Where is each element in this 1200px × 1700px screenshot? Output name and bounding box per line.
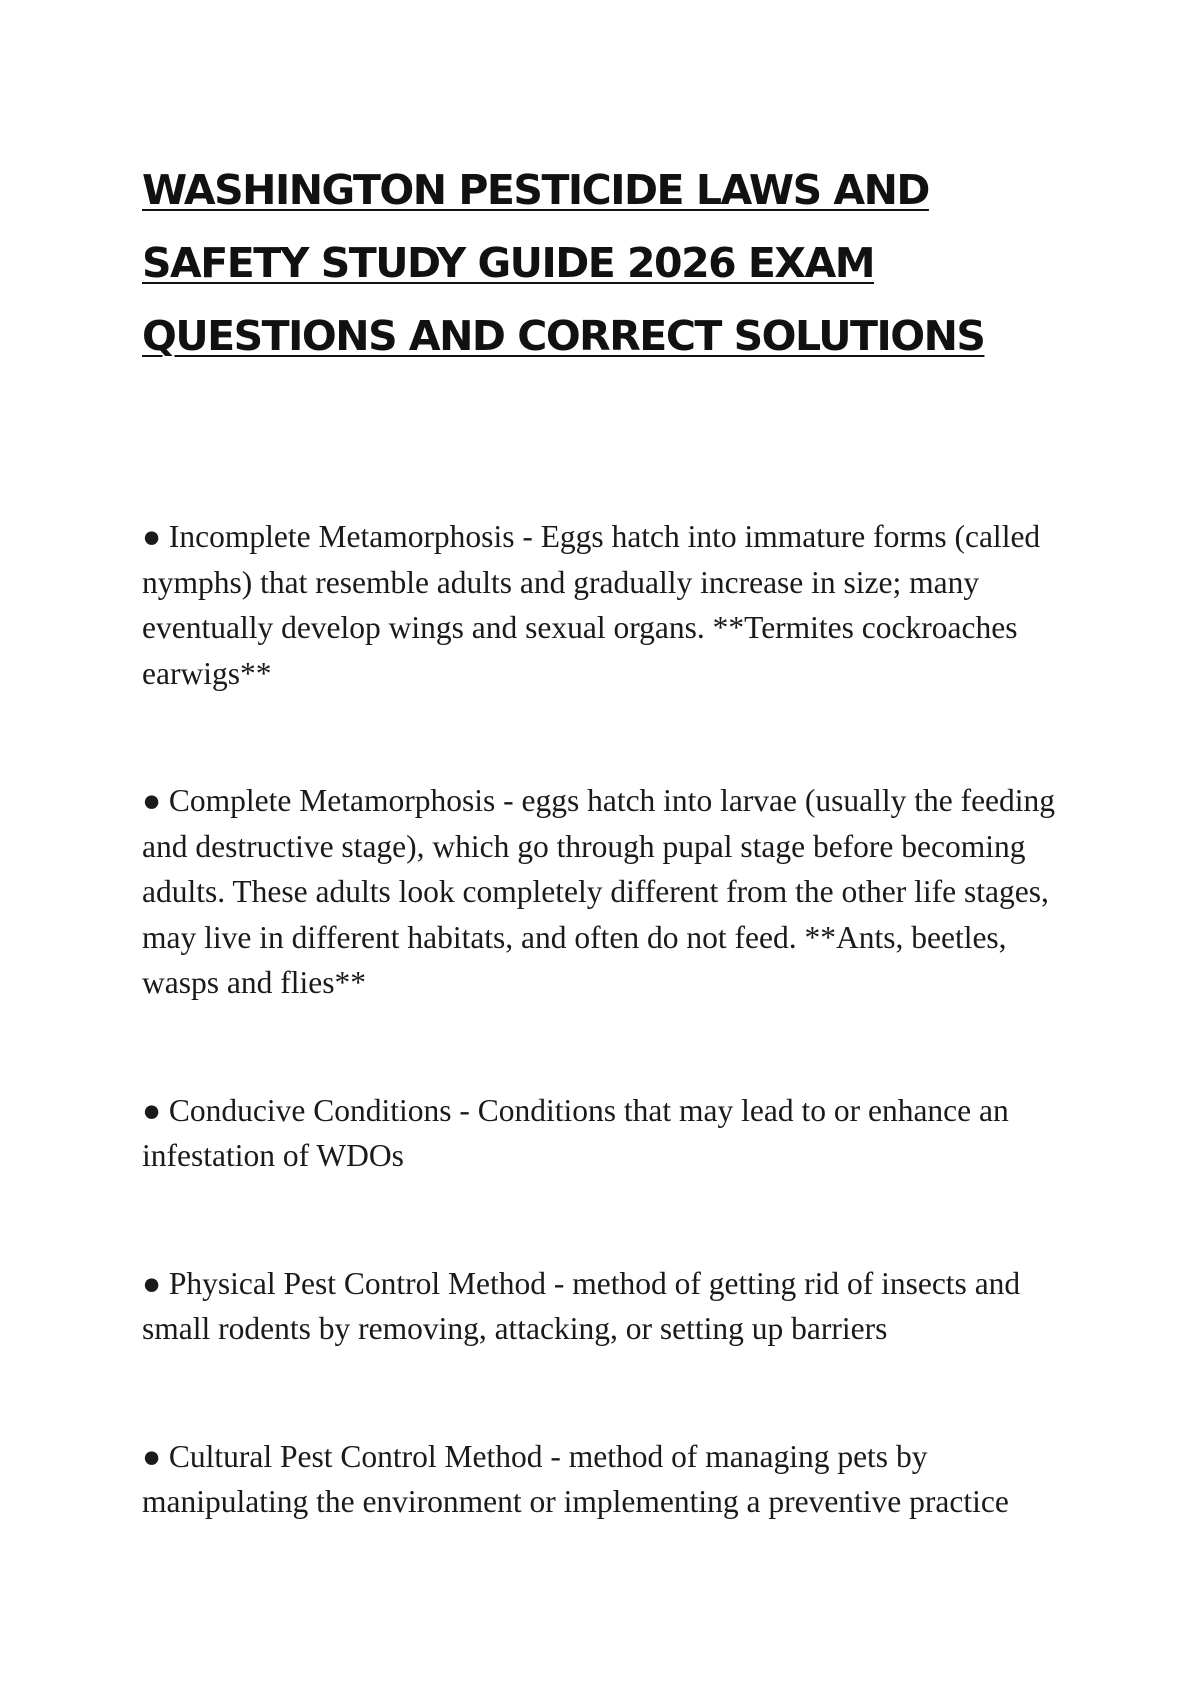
list-item bbox=[142, 1088, 1072, 1179]
entry-text: Complete Metamorphosis - eggs hatch into larvae (usually the feeding and destructive stage), which go through pupal stage before becoming adults. These adults look completely different from the other life stages, may live in different habitats, and often do not feed. **Ants, beetles, wasps and flies** bbox=[142, 783, 1056, 1000]
list-item bbox=[142, 514, 1072, 696]
entry-text: Physical Pest Control Method - method of getting rid of insects and small rodents by removing, attacking, or setting up barriers bbox=[142, 1265, 1021, 1346]
list-item bbox=[142, 1434, 1072, 1525]
entry-list bbox=[142, 514, 1072, 1525]
bullet-icon: ● bbox=[142, 783, 162, 818]
document-title bbox=[142, 154, 1062, 373]
list-item bbox=[142, 778, 1072, 1006]
list-item bbox=[142, 1261, 1072, 1352]
bullet-icon: ● bbox=[142, 1438, 162, 1474]
entry-text: Incomplete Metamorphosis - Eggs hatch into immature forms (called nymphs) that resemble adults and gradually increase in size; many eventually develop wings and sexual organs. **Termites cockroaches earwigs** bbox=[142, 519, 1041, 691]
bullet-icon: ● bbox=[142, 519, 162, 554]
entry-text: Conducive Conditions - Conditions that may lead to or enhance an infestation of WDOs bbox=[142, 1092, 1009, 1173]
document-title-text: WASHINGTON PESTICIDE LAWS AND SAFETY STUDY GUIDE 2026 EXAM QUESTIONS AND CORRECT SOLUTIONS bbox=[142, 166, 985, 360]
bullet-icon: ● bbox=[142, 1092, 162, 1128]
bullet-icon: ● bbox=[142, 1265, 162, 1301]
entry-text: Cultural Pest Control Method - method of managing pets by manipulating the environment or implementing a preventive practice bbox=[142, 1438, 1009, 1519]
